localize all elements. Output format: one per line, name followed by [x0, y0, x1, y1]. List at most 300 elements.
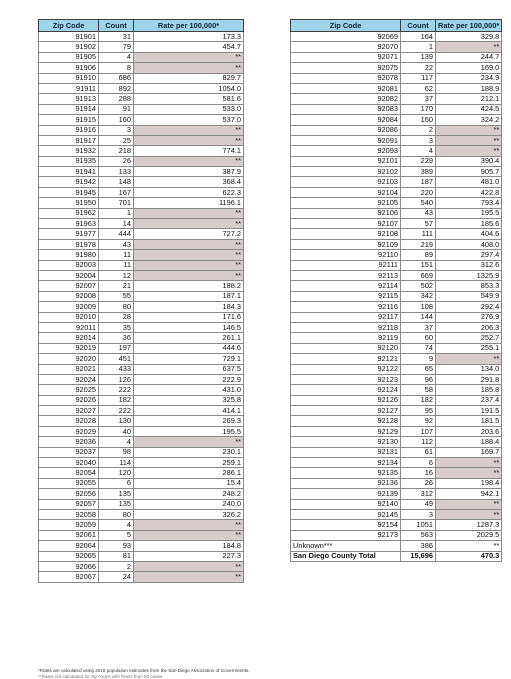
rate-cell: 185.6	[436, 219, 502, 229]
table-row	[39, 561, 244, 571]
zip-code-cell: 92066	[39, 561, 99, 571]
count-cell: 36	[99, 333, 134, 343]
count-cell: 21	[99, 281, 134, 291]
rate-cell: 325.8	[134, 395, 244, 405]
zip-code-cell: 92027	[39, 406, 99, 416]
count-cell: 40	[99, 426, 134, 436]
table-row	[291, 489, 502, 499]
count-cell: 43	[99, 239, 134, 249]
zip-code-cell: 92128	[291, 416, 401, 426]
table-row	[39, 260, 244, 270]
header-rate: Rate per 100,000*	[134, 20, 244, 32]
rate-cell: 244.7	[436, 52, 502, 62]
zip-code-cell: 92145	[291, 509, 401, 519]
table-row	[39, 177, 244, 187]
rate-cell: 637.5	[134, 364, 244, 374]
count-cell: 312	[401, 489, 436, 499]
rate-cell: 291.8	[436, 374, 502, 384]
rate-cell: 230.1	[134, 447, 244, 457]
zip-code-cell: 92139	[291, 489, 401, 499]
table-row	[39, 198, 244, 208]
table-row	[39, 478, 244, 488]
zip-code-cell: 92114	[291, 281, 401, 291]
table-row	[39, 146, 244, 156]
table-row	[291, 32, 502, 42]
count-cell: 31	[99, 32, 134, 42]
count-cell: 3	[401, 509, 436, 519]
rate-cell: 206.3	[436, 322, 502, 332]
rate-cell: **	[436, 541, 502, 551]
table-row	[39, 63, 244, 73]
table-row	[39, 291, 244, 301]
rate-cell: 15.4	[134, 478, 244, 488]
zip-code-cell: 91916	[39, 125, 99, 135]
rate-cell: 171.6	[134, 312, 244, 322]
rate-cell: 727.2	[134, 229, 244, 239]
zip-code-cell: 92103	[291, 177, 401, 187]
count-cell: 151	[401, 260, 436, 270]
table-row	[291, 260, 502, 270]
table-row	[39, 208, 244, 218]
zip-table-left	[38, 19, 244, 583]
count-cell: 182	[401, 395, 436, 405]
rate-cell: 169.0	[436, 63, 502, 73]
count-cell: 26	[99, 156, 134, 166]
table-row	[39, 499, 244, 509]
table-row	[291, 187, 502, 197]
count-cell: 49	[401, 499, 436, 509]
rate-cell: **	[134, 219, 244, 229]
rate-cell: 227.3	[134, 551, 244, 561]
table-row	[39, 509, 244, 519]
table-row	[291, 146, 502, 156]
table-row	[39, 83, 244, 93]
rate-cell: **	[436, 468, 502, 478]
rate-cell: 2029.5	[436, 530, 502, 540]
count-cell: 93	[99, 541, 134, 551]
zip-code-cell: 91963	[39, 219, 99, 229]
zip-code-cell: 92111	[291, 260, 401, 270]
table-row	[39, 447, 244, 457]
rate-cell: 329.8	[436, 32, 502, 42]
count-cell: 563	[401, 530, 436, 540]
zip-code-cell: 92116	[291, 302, 401, 312]
zip-code-cell: 92007	[39, 281, 99, 291]
table-row	[291, 468, 502, 478]
table-row	[291, 530, 502, 540]
zip-code-cell: 92121	[291, 354, 401, 364]
rate-cell: 297.4	[436, 250, 502, 260]
zip-code-cell: 92130	[291, 437, 401, 447]
table-row	[39, 426, 244, 436]
count-cell: 80	[99, 509, 134, 519]
count-cell: 1	[99, 208, 134, 218]
count-cell: 389	[401, 167, 436, 177]
zip-code-cell: 92102	[291, 167, 401, 177]
zip-code-cell: 92091	[291, 135, 401, 145]
zip-code-cell: 92019	[39, 343, 99, 353]
rate-cell: 234.9	[436, 73, 502, 83]
zip-code-cell: 92021	[39, 364, 99, 374]
zip-code-cell: 92131	[291, 447, 401, 457]
zip-code-cell: 92086	[291, 125, 401, 135]
count-cell: 6	[99, 478, 134, 488]
table-row	[291, 208, 502, 218]
zip-code-cell: 91911	[39, 83, 99, 93]
count-cell: 74	[401, 343, 436, 353]
footnote-rates: *Rates are calculated using 2018 population estimates from the San Diego Association of Governments.	[38, 668, 250, 673]
rate-cell: 581.6	[134, 94, 244, 104]
zip-code-cell: 92119	[291, 333, 401, 343]
count-cell: 669	[401, 270, 436, 280]
rate-cell: 422.8	[436, 187, 502, 197]
zip-code-cell: 92105	[291, 198, 401, 208]
table-row	[39, 489, 244, 499]
table-row	[291, 509, 502, 519]
zip-code-cell: 92064	[39, 541, 99, 551]
table-row	[291, 406, 502, 416]
rate-cell: 191.5	[436, 406, 502, 416]
zip-code-cell: 92058	[39, 509, 99, 519]
zip-code-cell: 92055	[39, 478, 99, 488]
rate-cell: 622.3	[134, 187, 244, 197]
zip-code-cell: 92040	[39, 458, 99, 468]
table-row	[291, 426, 502, 436]
zip-code-cell: 91941	[39, 167, 99, 177]
count-cell: 4	[99, 437, 134, 447]
rate-cell: 1196.1	[134, 198, 244, 208]
rate-cell: 1325.9	[436, 270, 502, 280]
rate-cell: 269.3	[134, 416, 244, 426]
rate-cell: 387.9	[134, 167, 244, 177]
rate-cell: 188.9	[436, 83, 502, 93]
rate-cell: 729.1	[134, 354, 244, 364]
zip-code-cell: 92129	[291, 426, 401, 436]
table-row	[291, 395, 502, 405]
table-row	[291, 156, 502, 166]
zip-code-cell: 92118	[291, 322, 401, 332]
rate-cell: 292.4	[436, 302, 502, 312]
rate-cell: 261.1	[134, 333, 244, 343]
table-row	[291, 94, 502, 104]
count-cell: 4	[99, 520, 134, 530]
rate-cell: 312.6	[436, 260, 502, 270]
zip-code-cell: 91950	[39, 198, 99, 208]
count-cell: 65	[401, 364, 436, 374]
zip-code-cell: 91980	[39, 250, 99, 260]
rate-cell: 829.7	[134, 73, 244, 83]
table-row	[291, 458, 502, 468]
rate-cell: 184.3	[134, 302, 244, 312]
count-cell: 892	[99, 83, 134, 93]
rate-cell: 255.1	[436, 343, 502, 353]
rate-cell: **	[134, 572, 244, 582]
count-cell: 686	[99, 73, 134, 83]
rate-cell: 185.8	[436, 385, 502, 395]
zip-code-cell: 92028	[39, 416, 99, 426]
table-row	[39, 52, 244, 62]
count-cell: 139	[401, 52, 436, 62]
table-row	[291, 250, 502, 260]
rate-cell: 203.6	[436, 426, 502, 436]
rate-cell: **	[436, 125, 502, 135]
table-row	[291, 437, 502, 447]
count-cell: 135	[99, 489, 134, 499]
rate-cell: **	[134, 63, 244, 73]
zip-code-cell: 92075	[291, 63, 401, 73]
rate-cell: **	[134, 530, 244, 540]
table-row	[39, 322, 244, 332]
table-row	[291, 364, 502, 374]
table-row	[39, 374, 244, 384]
table-row	[291, 343, 502, 353]
count-cell: 16	[401, 468, 436, 478]
table-row	[39, 364, 244, 374]
table-row	[39, 551, 244, 561]
zip-code-cell: 92107	[291, 219, 401, 229]
zip-code-cell: 92057	[39, 499, 99, 509]
table-row	[39, 385, 244, 395]
rate-cell: 324.2	[436, 115, 502, 125]
count-cell: 114	[99, 458, 134, 468]
count-cell: 92	[401, 416, 436, 426]
table-row	[39, 229, 244, 239]
zip-code-cell: 92024	[39, 374, 99, 384]
table-row	[39, 239, 244, 249]
count-cell: 62	[401, 83, 436, 93]
zip-code-cell: 92135	[291, 468, 401, 478]
zip-code-cell: 92036	[39, 437, 99, 447]
rate-cell: **	[436, 458, 502, 468]
zip-code-cell: 91978	[39, 239, 99, 249]
zip-code-cell: 92011	[39, 322, 99, 332]
rate-cell: **	[134, 125, 244, 135]
table-row	[291, 125, 502, 135]
rate-cell: **	[134, 156, 244, 166]
rate-cell: **	[436, 509, 502, 519]
rate-cell: 390.4	[436, 156, 502, 166]
zip-code-cell: 92082	[291, 94, 401, 104]
rate-cell: 173.3	[134, 32, 244, 42]
zip-code-cell: 92109	[291, 239, 401, 249]
zip-code-cell: 91902	[39, 42, 99, 52]
count-cell: 6	[401, 458, 436, 468]
table-row	[291, 239, 502, 249]
zip-code-cell: 91906	[39, 63, 99, 73]
rate-cell: 774.1	[134, 146, 244, 156]
count-cell: 451	[99, 354, 134, 364]
total-row	[291, 551, 502, 561]
count-cell: 222	[99, 385, 134, 395]
zip-code-cell: 92061	[39, 530, 99, 540]
rate-cell: 169.7	[436, 447, 502, 457]
zip-code-cell: 92126	[291, 395, 401, 405]
header-count: Count	[99, 20, 134, 32]
zip-code-cell: 92059	[39, 520, 99, 530]
zip-code-cell: 91932	[39, 146, 99, 156]
zip-code-cell: 92025	[39, 385, 99, 395]
rate-cell: 195.5	[436, 208, 502, 218]
table-row	[39, 73, 244, 83]
table-row	[39, 125, 244, 135]
header-row	[291, 20, 502, 32]
zip-code-cell: 92037	[39, 447, 99, 457]
table-row	[39, 395, 244, 405]
count-cell: 130	[99, 416, 134, 426]
zip-code-cell: 91913	[39, 94, 99, 104]
zip-code-cell: 92140	[291, 499, 401, 509]
rate-cell: 470.3	[436, 551, 502, 561]
count-cell: 5	[99, 530, 134, 540]
rate-cell: **	[134, 270, 244, 280]
zip-code-cell: 91905	[39, 52, 99, 62]
count-cell: 135	[99, 499, 134, 509]
rate-cell: **	[134, 250, 244, 260]
count-cell: 2	[99, 561, 134, 571]
count-cell: 79	[99, 42, 134, 52]
count-cell: 1051	[401, 520, 436, 530]
zip-code-cell: 91977	[39, 229, 99, 239]
rate-cell: 905.7	[436, 167, 502, 177]
zip-code-cell: 91910	[39, 73, 99, 83]
zip-code-cell: 91917	[39, 135, 99, 145]
rate-cell: **	[134, 52, 244, 62]
zip-code-cell: 92069	[291, 32, 401, 42]
table-row	[291, 520, 502, 530]
zip-code-cell: 91915	[39, 115, 99, 125]
count-cell: 22	[401, 63, 436, 73]
table-row	[291, 416, 502, 426]
table-row	[39, 115, 244, 125]
header-row	[39, 20, 244, 32]
zip-code-cell: 92008	[39, 291, 99, 301]
count-cell: 35	[99, 322, 134, 332]
rate-cell: **	[436, 135, 502, 145]
table-row	[39, 468, 244, 478]
zip-code-cell: 92065	[39, 551, 99, 561]
table-row	[39, 32, 244, 42]
table-row	[39, 104, 244, 114]
count-cell: 219	[401, 239, 436, 249]
count-cell: 187	[401, 177, 436, 187]
count-cell: 220	[401, 187, 436, 197]
count-cell: 4	[401, 146, 436, 156]
zip-code-cell: 92026	[39, 395, 99, 405]
rate-cell: 853.3	[436, 281, 502, 291]
zip-code-cell: 92014	[39, 333, 99, 343]
table-row	[39, 135, 244, 145]
zip-code-cell: 92106	[291, 208, 401, 218]
zip-code-cell: San Diego County Total	[291, 551, 401, 561]
zip-code-cell: 92056	[39, 489, 99, 499]
zip-code-cell: 92071	[291, 52, 401, 62]
rate-cell: 146.5	[134, 322, 244, 332]
count-cell: 502	[401, 281, 436, 291]
zip-table-right	[290, 19, 502, 562]
table-row	[291, 177, 502, 187]
table-row	[291, 135, 502, 145]
rate-cell: 222.9	[134, 374, 244, 384]
rate-cell: 276.9	[436, 312, 502, 322]
count-cell: 108	[401, 302, 436, 312]
rate-cell: 408.0	[436, 239, 502, 249]
count-cell: 89	[401, 250, 436, 260]
rate-cell: **	[134, 208, 244, 218]
count-cell: 107	[401, 426, 436, 436]
zip-code-cell: 92067	[39, 572, 99, 582]
table-row	[39, 416, 244, 426]
count-cell: 12	[99, 270, 134, 280]
count-cell: 14	[99, 219, 134, 229]
table-row	[291, 73, 502, 83]
table-row	[291, 281, 502, 291]
table-row	[39, 343, 244, 353]
table-row	[39, 354, 244, 364]
count-cell: 95	[401, 406, 436, 416]
rate-cell: 237.4	[436, 395, 502, 405]
rate-cell: **	[134, 437, 244, 447]
count-cell: 160	[401, 115, 436, 125]
count-cell: 197	[99, 343, 134, 353]
count-cell: 11	[99, 250, 134, 260]
zip-code-cell: 92123	[291, 374, 401, 384]
zip-code-cell: 92070	[291, 42, 401, 52]
count-cell: 11	[99, 260, 134, 270]
count-cell: 170	[401, 104, 436, 114]
table-row	[39, 406, 244, 416]
zip-code-cell: 91942	[39, 177, 99, 187]
zip-table-left-body	[39, 32, 244, 583]
footnote-suppressed: **Rates not calculated for zip codes with fewer than 50 cases.	[38, 674, 164, 679]
count-cell: 444	[99, 229, 134, 239]
rate-cell: 187.1	[134, 291, 244, 301]
rate-cell: 1287.3	[436, 520, 502, 530]
count-cell: 126	[99, 374, 134, 384]
count-cell: 9	[401, 354, 436, 364]
zip-code-cell: 92003	[39, 260, 99, 270]
rate-cell: **	[134, 260, 244, 270]
rate-cell: 181.5	[436, 416, 502, 426]
rate-cell: **	[436, 499, 502, 509]
rate-cell: 549.9	[436, 291, 502, 301]
count-cell: 117	[401, 73, 436, 83]
count-cell: 4	[99, 52, 134, 62]
zip-code-cell: 91962	[39, 208, 99, 218]
table-row	[291, 312, 502, 322]
rate-cell: 212.1	[436, 94, 502, 104]
zip-code-cell: 92093	[291, 146, 401, 156]
table-row	[291, 322, 502, 332]
table-row	[39, 333, 244, 343]
zip-code-cell: 92108	[291, 229, 401, 239]
zip-code-cell: 92081	[291, 83, 401, 93]
count-cell: 164	[401, 32, 436, 42]
count-cell: 540	[401, 198, 436, 208]
table-row	[39, 281, 244, 291]
count-cell: 1	[401, 42, 436, 52]
count-cell: 61	[401, 447, 436, 457]
zip-code-cell: 92110	[291, 250, 401, 260]
rate-cell: **	[436, 354, 502, 364]
table-row	[291, 167, 502, 177]
table-row	[291, 270, 502, 280]
count-cell: 112	[401, 437, 436, 447]
count-cell: 133	[99, 167, 134, 177]
table-row	[39, 458, 244, 468]
zip-code-cell: 92010	[39, 312, 99, 322]
count-cell: 148	[99, 177, 134, 187]
zip-code-cell: 91914	[39, 104, 99, 114]
